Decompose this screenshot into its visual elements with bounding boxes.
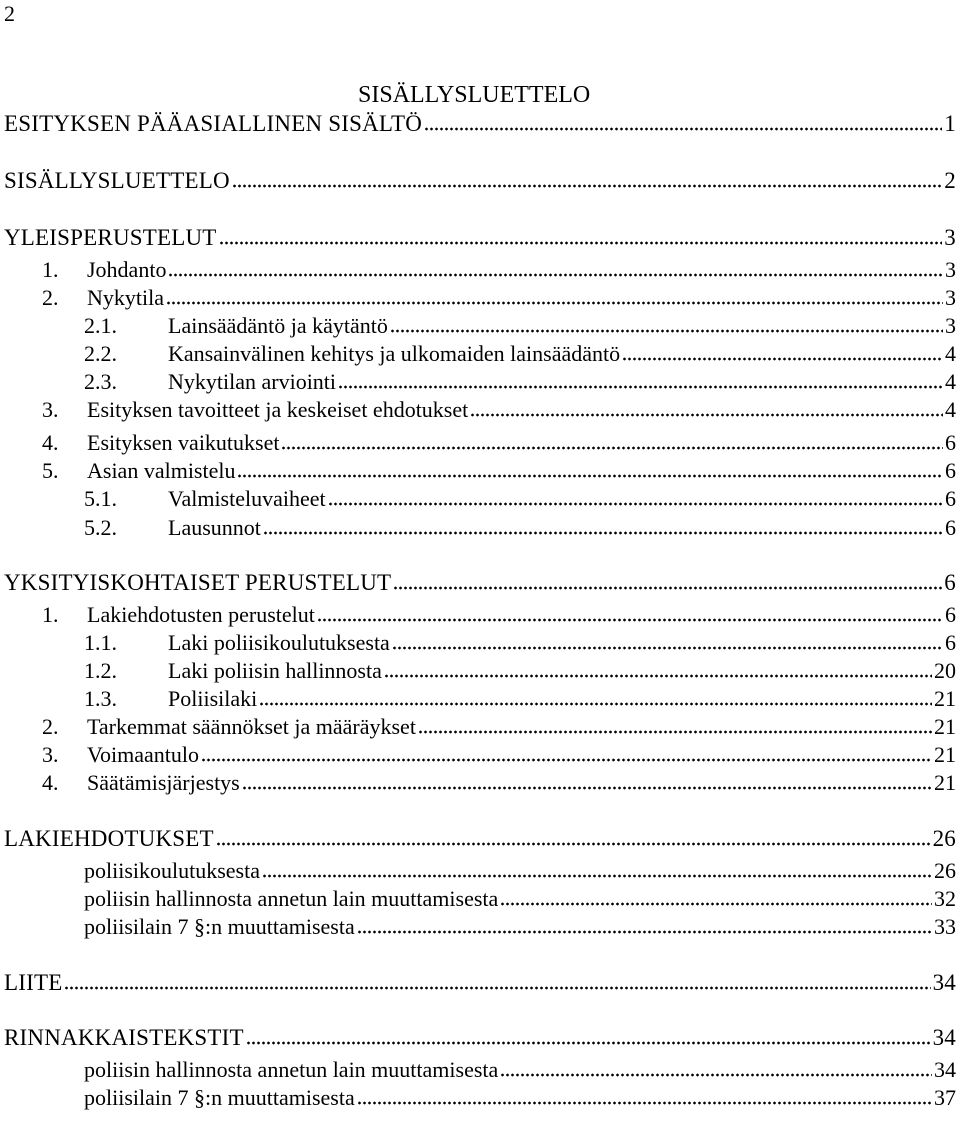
toc-entry[interactable] [84,682,956,712]
toc-entry-label: Asian valmistelu [87,458,236,483]
dot-leader [216,842,931,846]
toc-entry-page: 21 [934,686,956,711]
toc-entry-number: 2.2. [84,341,117,366]
toc-entry-page: 2 [944,168,956,193]
toc-entry-page: 21 [934,714,956,739]
toc-entry-label: Laki poliisin hallinnosta [168,658,382,683]
toc-entry-label: Lakiehdotusten perustelut [87,602,315,627]
dot-leader [393,586,942,590]
dot-leader [281,446,943,450]
toc-entry-label: Johdanto [87,257,167,282]
toc-entry-label: Säätämisjärjestys [87,770,240,795]
dot-leader [622,357,943,361]
toc-entry-label: Voimaantulo [87,742,200,767]
toc-entry-label: LIITE [4,970,63,995]
toc-entry-number: 3. [42,397,59,422]
toc-entry[interactable] [84,626,956,656]
toc-entry-number: 1. [42,602,59,627]
toc-entry-page: 20 [934,658,956,683]
toc-entry[interactable] [84,365,956,395]
toc-entry-label: Nykytilan arviointi [168,369,337,394]
dot-leader [232,184,943,188]
toc-entry[interactable] [84,854,956,884]
toc-entry-page: 3 [944,225,956,250]
dot-leader [357,1101,932,1105]
dot-leader [262,874,932,878]
toc-entry-number: 1.1. [84,630,117,655]
toc-entry-label: Lausunnot [168,515,261,540]
toc-entry-page: 1 [944,111,956,136]
toc-entry-page: 34 [934,1057,956,1082]
toc-entry[interactable] [84,882,956,912]
toc-entry-number: 5. [42,458,59,483]
dot-leader [242,786,932,790]
toc-entry[interactable] [4,1021,956,1051]
toc-entry[interactable] [42,710,956,740]
toc-entry-number: 1.3. [84,686,117,711]
dot-leader [259,702,932,706]
toc-entry-label: RINNAKKAISTEKSTIT [4,1025,244,1050]
dot-leader [237,474,943,478]
toc-entry[interactable] [42,253,956,283]
toc-entry-number: 1.2. [84,658,117,683]
toc-entry-number: 2. [42,714,59,739]
dot-leader [500,1073,932,1077]
dot-leader [357,930,932,934]
toc-entry-page: 6 [945,515,956,540]
toc-entry-label: Valmisteluvaiheet [168,486,326,511]
toc-entry-label: Kansainvälinen kehitys ja ulkomaiden lainsäädäntö [168,341,621,366]
toc-entry[interactable] [84,309,956,339]
toc-entry-page: 34 [932,1025,956,1050]
toc-entry-number: 2.1. [84,313,117,338]
dot-leader [246,1041,931,1045]
toc-entry[interactable] [42,281,956,311]
toc-entry-label: poliisin hallinnosta annetun lain muuttamisesta [84,886,499,911]
toc-entry-label: poliisilain 7 §:n muuttamisesta [84,914,355,939]
toc-entry[interactable] [42,393,956,423]
toc-entry-page: 6 [945,602,956,627]
dot-leader [500,902,932,906]
toc-entry[interactable] [4,164,956,194]
toc-entry-page: 6 [944,570,956,595]
toc-entry-label: Tarkemmat säännökset ja määräykset [87,714,416,739]
page-number: 2 [4,1,15,26]
toc-entry-page: 33 [934,914,956,939]
dot-leader [384,674,932,678]
toc-entry-number: 5.2. [84,515,117,540]
toc-entry[interactable] [84,1053,956,1083]
dot-leader [390,329,943,333]
toc-entry-number: 5.1. [84,486,117,511]
toc-entry-page: 21 [934,770,956,795]
dot-leader [424,127,942,131]
toc-entry-page: 6 [945,486,956,511]
toc-entry-page: 32 [934,886,956,911]
dot-leader [418,730,932,734]
toc-entry[interactable] [42,738,956,768]
toc-entry-label: Laki poliisikoulutuksesta [168,630,390,655]
toc-entry-page: 26 [934,858,956,883]
toc-entry[interactable] [4,107,956,137]
toc-entry[interactable] [42,426,956,456]
toc-entry-page: 37 [934,1085,956,1110]
dot-leader [263,531,943,535]
toc-entry-page: 6 [945,430,956,455]
page-title: SISÄLLYSLUETTELO [358,82,591,108]
toc-entry[interactable] [84,511,956,541]
toc-entry-label: Esityksen tavoitteet ja keskeiset ehdotukset [87,397,469,422]
toc-entry-label: YLEISPERUSTELUT [4,225,217,250]
toc-entry-page: 6 [945,458,956,483]
toc-entry-label: ESITYKSEN PÄÄASIALLINEN SISÄLTÖ [4,111,423,136]
toc-entry[interactable] [84,654,956,684]
toc-entry[interactable] [4,822,956,852]
dot-leader [338,385,943,389]
toc-entry-label: Esityksen vaikutukset [87,430,280,455]
toc-entry-page: 26 [932,826,956,851]
toc-entry-label: LAKIEHDOTUKSET [4,826,214,851]
toc-entry-page: 4 [945,397,956,422]
toc-entry-page: 4 [945,341,956,366]
toc-entry-label: Lainsäädäntö ja käytäntö [168,313,388,338]
toc-entry-number: 4. [42,430,59,455]
toc-entry-number: 2.3. [84,369,117,394]
toc-entry[interactable] [84,910,956,940]
toc-entry-number: 3. [42,742,59,767]
toc-entry[interactable] [4,566,956,596]
dot-leader [166,301,943,305]
toc-entry-label: poliisilain 7 §:n muuttamisesta [84,1085,355,1110]
toc-entry-number: 4. [42,770,59,795]
toc-entry-number: 2. [42,285,59,310]
toc-entry-page: 3 [945,257,956,282]
toc-entry-label: poliisikoulutuksesta [84,858,260,883]
toc-entry-label: poliisin hallinnosta annetun lain muuttamisesta [84,1057,499,1082]
dot-leader [392,646,943,650]
toc-entry-page: 6 [945,630,956,655]
toc-entry-page: 3 [945,285,956,310]
toc-entry[interactable] [4,966,956,996]
dot-leader [201,758,932,762]
dot-leader [317,618,943,622]
toc-entry[interactable] [84,337,956,367]
toc-entry-number: 1. [42,257,59,282]
toc-entry-label: Poliisilaki [168,686,258,711]
toc-entry[interactable] [42,454,956,484]
toc-entry-page: 3 [945,313,956,338]
toc-entry[interactable] [84,1081,956,1111]
toc-entry[interactable] [42,766,956,796]
dot-leader [64,986,930,990]
dot-leader [219,241,943,245]
toc-entry-page: 34 [932,970,956,995]
toc-entry-label: SISÄLLYSLUETTELO [4,168,230,193]
dot-leader [168,273,943,277]
dot-leader [328,502,943,506]
dot-leader [470,413,943,417]
toc-entry[interactable] [4,221,956,251]
toc-entry[interactable] [84,482,956,512]
toc-entry-page: 4 [945,369,956,394]
toc-entry[interactable] [42,598,956,628]
toc-entry-page: 21 [934,742,956,767]
toc-entry-label: Nykytila [87,285,164,310]
toc-entry-label: YKSITYISKOHTAISET PERUSTELUT [4,570,392,595]
